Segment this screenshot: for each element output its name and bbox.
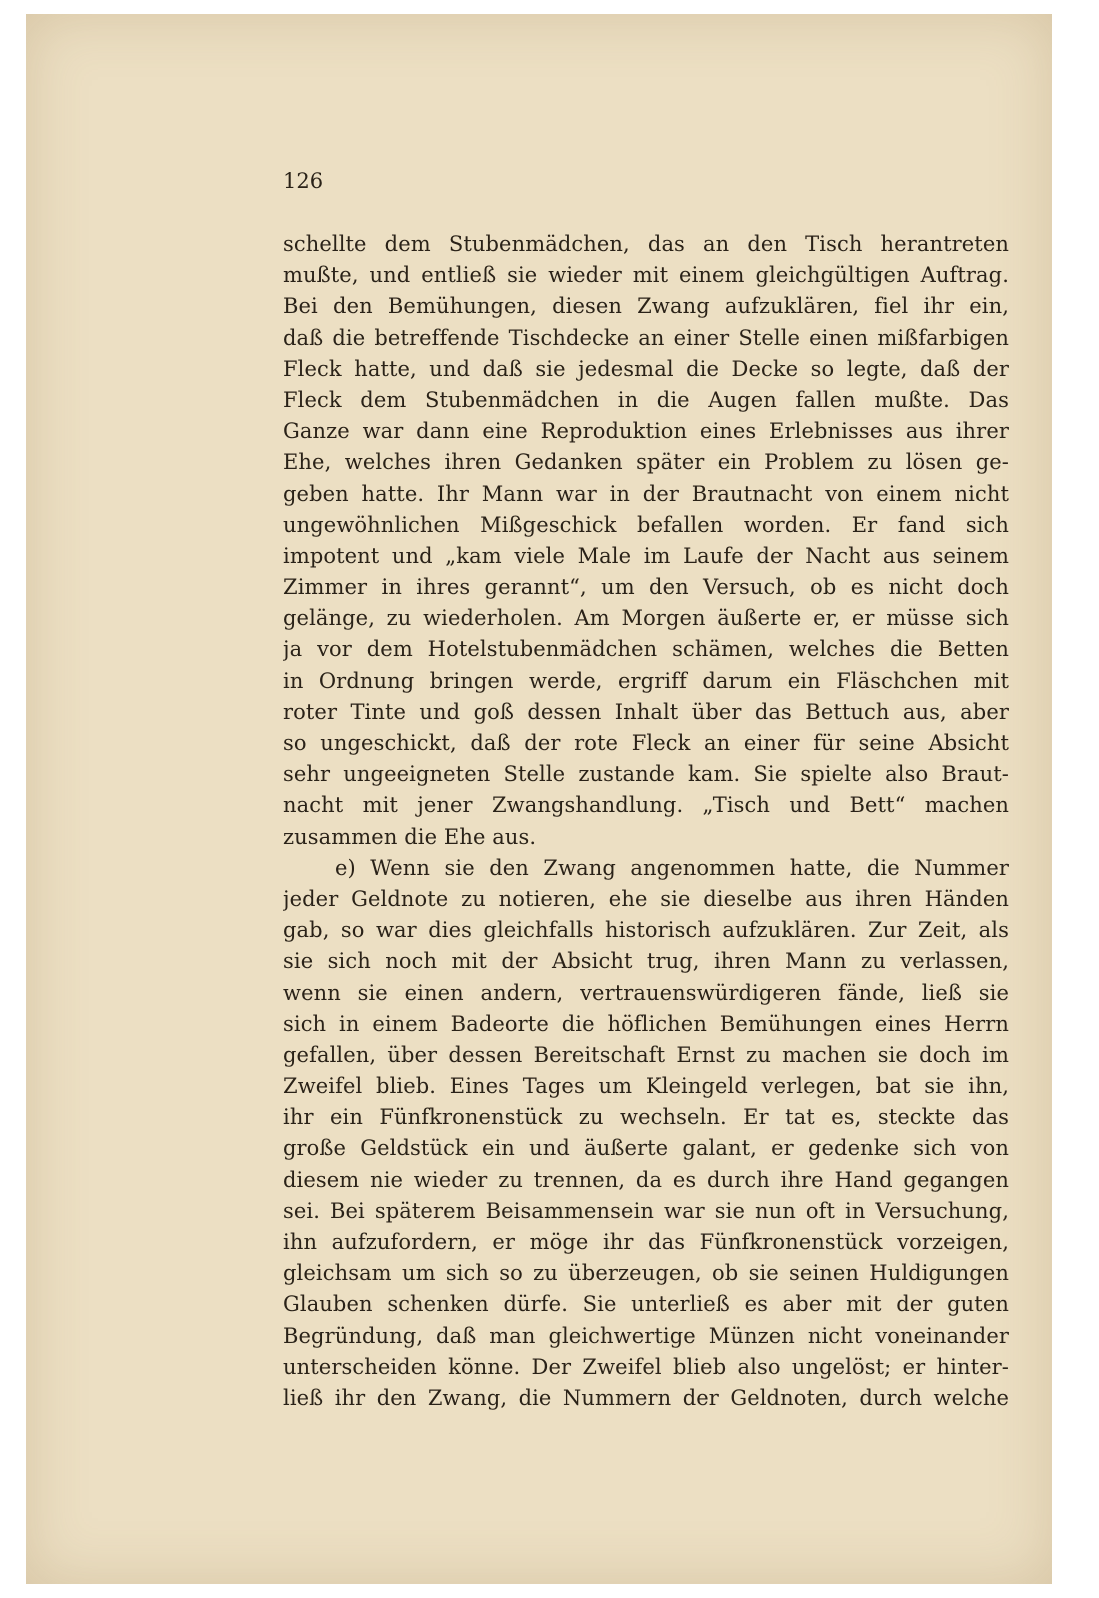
text-line: so ungeschickt, daß der rote Fleck an einer für seine Absicht <box>283 731 1009 755</box>
text-line: e) Wenn sie den Zwang angenommen hatte, die Nummer <box>335 855 1009 880</box>
text-line: sie sich noch mit der Absicht trug, ihren Mann zu verlassen, <box>283 949 1009 974</box>
text-line: Zweifel blieb. Eines Tages um Kleingeld verlegen, bat sie ihn, <box>283 1074 1009 1099</box>
text-line: gab, so war dies gleichfalls historisch aufzuklären. Zur Zeit, als <box>283 918 1009 943</box>
text-line: große Geldstück ein und äußerte galant, er gedenke sich von <box>283 1136 1009 1161</box>
text-line: Ehe, welches ihren Gedanken später ein Problem zu lösen ge- <box>283 450 1009 475</box>
text-line: unterscheiden könne. Der Zweifel blieb also ungelöst; er hinter- <box>283 1354 1009 1379</box>
text-line: in Ordnung bringen werde, ergriff darum ein Fläschchen mit <box>283 668 1009 693</box>
text-line: schellte dem Stubenmädchen, das an den Tisch herantreten <box>283 232 1009 256</box>
paragraph <box>283 229 1009 853</box>
text-line: gefallen, über dessen Bereitschaft Ernst zu machen sie doch im <box>283 1042 1009 1067</box>
text-line: Ganze war dann eine Reproduktion eines Erlebnisses aus ihrer <box>283 419 1009 444</box>
text-line: sehr ungeeigneten Stelle zustande kam. Sie spielte also Braut- <box>283 762 1009 787</box>
text-line: Glauben schenken dürfe. Sie unterließ es aber mit der guten <box>283 1292 1009 1317</box>
text-line: wenn sie einen andern, vertrauenswürdigeren fände, ließ sie <box>283 980 1009 1005</box>
page-number: 126 <box>283 169 324 193</box>
text-line: Fleck dem Stubenmädchen in die Augen fallen mußte. Das <box>283 387 1009 412</box>
text-line: Bei den Bemühungen, diesen Zwang aufzuklären, fiel ihr ein, <box>283 294 1009 319</box>
text-line: jeder Geldnote zu notieren, ehe sie dieselbe aus ihren Händen <box>283 886 1009 911</box>
text-line: ungewöhnlichen Mißgeschick befallen worden. Er fand sich <box>283 512 1009 537</box>
text-line: ihr ein Fünfkronenstück zu wechseln. Er tat es, steckte das <box>283 1105 1009 1130</box>
text-line: nacht mit jener Zwangshandlung. „Tisch und Bett“ machen <box>283 793 1009 818</box>
text-line: ihn aufzufordern, er möge ihr das Fünfkronenstück vorzeigen, <box>283 1230 1009 1254</box>
text-line: sei. Bei späterem Beisammensein war sie nun oft in Versuchung, <box>283 1198 1009 1223</box>
text-line: diesem nie wieder zu trennen, da es durch ihre Hand gegangen <box>283 1167 1009 1192</box>
body-text <box>283 229 1009 1414</box>
text-line: roter Tinte und goß dessen Inhalt über das Bettuch aus, aber <box>283 699 1009 724</box>
text-line: gelänge, zu wiederholen. Am Morgen äußerte er, er müsse sich <box>283 606 1009 631</box>
text-line: gleichsam um sich so zu überzeugen, ob sie seinen Huldigungen <box>283 1261 1009 1286</box>
text-line: Begründung, daß man gleichwertige Münzen nicht voneinander <box>283 1323 1009 1348</box>
text-line: ließ ihr den Zwang, die Nummern der Geldnoten, durch welche <box>283 1385 1009 1410</box>
text-line: geben hatte. Ihr Mann war in der Brautnacht von einem nicht <box>283 481 1009 506</box>
text-line: mußte, und entließ sie wieder mit einem gleichgültigen Auftrag. <box>283 263 1009 288</box>
text-line: impotent und „kam viele Male im Laufe der Nacht aus seinem <box>283 543 1009 568</box>
text-line: zusammen die Ehe aus. <box>283 824 537 849</box>
paragraph <box>283 853 1009 1414</box>
book-page <box>26 14 1052 1584</box>
text-line: Fleck hatte, und daß sie jedesmal die Decke so legte, daß der <box>283 356 1009 381</box>
text-line: sich in einem Badeorte die höflichen Bemühungen eines Herrn <box>283 1011 1009 1036</box>
text-line: Zimmer in ihres gerannt“, um den Versuch, ob es nicht doch <box>283 575 1009 600</box>
text-line: ja vor dem Hotelstubenmädchen schämen, welches die Betten <box>283 637 1009 662</box>
text-line: daß die betreffende Tischdecke an einer Stelle einen mißfarbigen <box>283 325 1009 350</box>
